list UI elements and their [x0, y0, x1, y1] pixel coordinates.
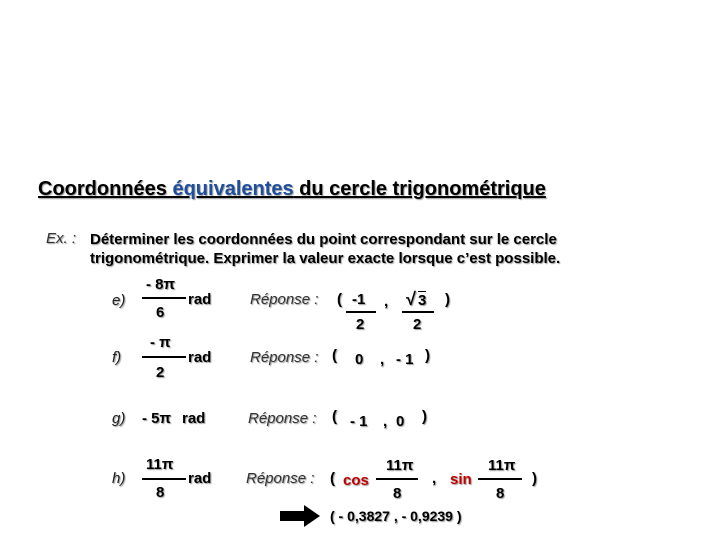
item-f-comma: ,	[380, 351, 385, 368]
item-h-sin-numerator: 11π	[488, 457, 516, 474]
instructions	[90, 230, 560, 268]
item-g-expression: - 5π	[142, 410, 171, 427]
item-h-denominator: 8	[156, 484, 165, 501]
item-e-x-numerator: -1	[352, 291, 366, 308]
item-h-cos-denominator: 8	[393, 485, 402, 502]
item-g-close-paren: )	[422, 408, 427, 425]
item-h-answer-label: Réponse :	[246, 470, 315, 487]
item-f-denominator: 2	[156, 364, 165, 381]
title-part2: du cercle trigonométrique	[293, 178, 546, 200]
item-f-fraction-bar	[142, 356, 186, 358]
item-h-sin-denominator: 8	[496, 485, 505, 502]
item-h-unit: rad	[188, 470, 212, 487]
item-h-cos: cos	[343, 472, 369, 489]
item-h-sin-fraction-bar	[478, 478, 522, 480]
item-h-cos-numerator: 11π	[386, 457, 414, 474]
item-f-close-paren: )	[425, 347, 430, 364]
item-f-label: f)	[112, 349, 122, 366]
instructions-line2: trigonométrique. Exprimer la valeur exacte lorsque c’est possible.	[90, 250, 561, 267]
item-g-y: 0	[396, 413, 405, 430]
item-e-x-denominator: 2	[356, 316, 365, 333]
item-f-x: 0	[355, 351, 364, 368]
item-e-fraction-bar	[142, 297, 186, 299]
item-e-y-numerator: 3	[418, 292, 427, 309]
item-h-close-paren: )	[532, 470, 537, 487]
item-h-result: ( - 0,3827 , - 0,9239 )	[330, 508, 462, 524]
item-e-sqrt-symbol: √	[406, 289, 416, 309]
item-g-answer-label: Réponse :	[248, 410, 317, 427]
item-f-y: - 1	[396, 351, 414, 368]
item-e-comma: ,	[384, 293, 389, 310]
item-e-y-denominator: 2	[413, 316, 422, 333]
item-h-numerator: 11π	[146, 456, 174, 473]
item-f-open-paren: (	[332, 347, 337, 364]
item-h-cos-fraction-bar	[376, 478, 418, 480]
item-g-label: g)	[112, 410, 126, 427]
item-h-open-paren: (	[330, 470, 335, 487]
item-g-open-paren: (	[332, 408, 337, 425]
item-h-label: h)	[112, 470, 126, 487]
item-e-x-fraction-bar	[346, 311, 376, 313]
instructions-line1: Déterminer les coordonnées du point correspondant sur le cercle	[90, 231, 557, 248]
item-g-unit: rad	[182, 410, 206, 427]
item-h-fraction-bar	[142, 478, 186, 480]
item-f-answer-label: Réponse :	[250, 349, 319, 366]
page-title	[38, 178, 546, 201]
item-e-denominator: 6	[156, 304, 165, 321]
item-g-comma: ,	[383, 413, 388, 430]
item-h-comma: ,	[432, 470, 437, 487]
item-e-answer-label: Réponse :	[250, 291, 319, 308]
title-highlight: équivalentes	[172, 178, 294, 200]
item-g-x: - 1	[350, 413, 368, 430]
right-arrow-icon	[280, 505, 320, 527]
item-e-label: e)	[112, 292, 126, 309]
item-e-numerator: - 8π	[146, 276, 175, 293]
item-e-close-paren: )	[445, 291, 450, 308]
item-e-unit: rad	[188, 291, 212, 308]
item-h-sin: sin	[450, 471, 472, 488]
item-f-unit: rad	[188, 349, 212, 366]
item-e-y-fraction-bar	[402, 311, 434, 313]
example-label: Ex. :	[46, 230, 77, 247]
item-f-numerator: - π	[150, 334, 171, 351]
title-part1: Coordonnées	[38, 178, 173, 200]
item-e-open-paren: (	[337, 291, 342, 308]
